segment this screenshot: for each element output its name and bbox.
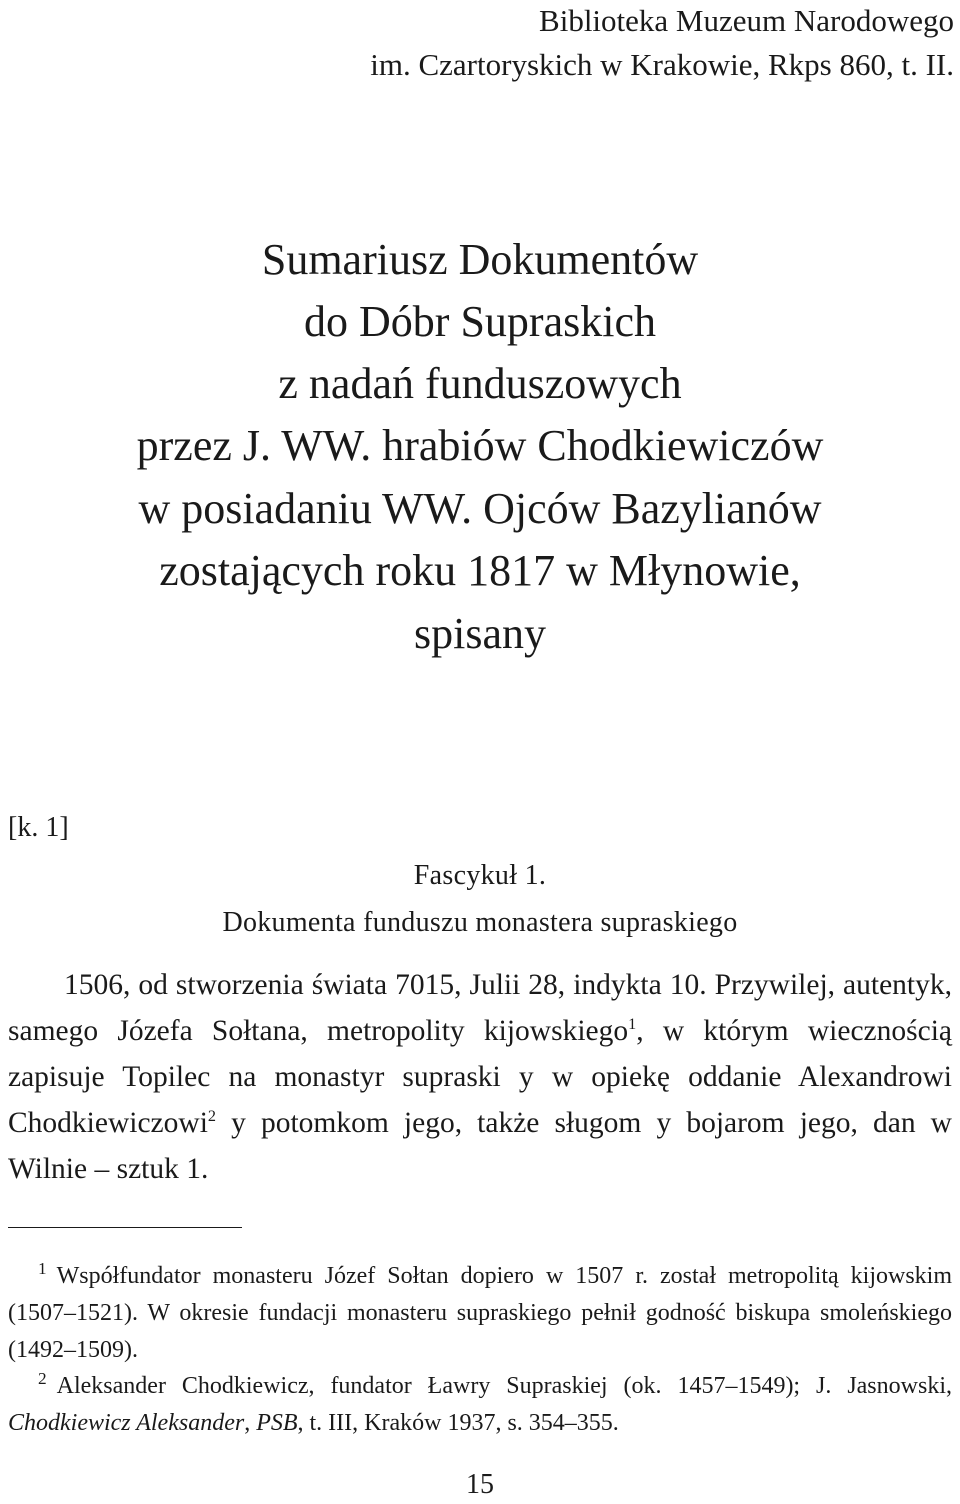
title-line-5: w posiadaniu WW. Ojców Bazylianów xyxy=(138,484,822,533)
footnote-ref-2: 2 xyxy=(207,1107,217,1126)
folio-marker: [k. 1] xyxy=(8,812,69,843)
page-number: 15 xyxy=(466,1469,494,1500)
library-header-line-2: im. Czartoryskich w Krakowie, Rkps 860, t. II. xyxy=(370,47,954,82)
fascicle-number: Fascykuł 1. xyxy=(413,860,547,891)
footnote-2-italic-source: PSB xyxy=(256,1410,298,1436)
title-line-2: do Dóbr Supraskich xyxy=(304,297,656,346)
footnote-2-text-before: Aleksander Chodkiewicz, fundator Ławry Supraskiej (ok. 1457–1549); J. Jasnowski, xyxy=(56,1373,952,1399)
footnote-1-text: Współfundator monasteru Józef Sołtan dopiero w 1507 r. został metropolitą kijowskim (1507–1521). W okresie fundacji monasteru supraskiego pełnił godność biskupa smoleńskiego (1492–1509). xyxy=(8,1263,952,1363)
entry-text-part-1: 1506, od stworzenia świata 7015, Julii 28, indykta 10. Przywilej, autentyk, samego Józefa Sołtana, metropolity kijowskiego xyxy=(8,969,952,1047)
document-entry-paragraph xyxy=(8,962,952,1192)
title-line-4: przez J. WW. hrabiów Chodkiewiczów xyxy=(136,421,824,470)
title-line-6: zostających roku 1817 w Młynowie, xyxy=(159,546,801,595)
footnote-1-number: 1 xyxy=(38,1259,47,1278)
footnote-2 xyxy=(8,1368,952,1442)
footnote-2-italic-title: Chodkiewicz Aleksander xyxy=(8,1410,245,1436)
footnote-2-number: 2 xyxy=(38,1369,47,1388)
footnote-ref-1: 1 xyxy=(628,1015,637,1034)
library-header-line-1: Biblioteka Muzeum Narodowego xyxy=(539,3,954,38)
title-line-1: Sumariusz Dokumentów xyxy=(261,235,699,284)
title-line-3: z nadań funduszowych xyxy=(278,359,682,408)
title-line-7: spisany xyxy=(414,609,546,658)
entry-text-part-3: y potomkom jego, także sługom y bojarom jego, dan w Wilnie – sztuk 1. xyxy=(8,1107,952,1185)
footnote-1 xyxy=(8,1258,952,1369)
footnote-separator-rule xyxy=(8,1227,242,1228)
fascicle-subtitle: Dokumenta funduszu monastera supraskiego xyxy=(222,907,738,938)
footnote-2-separator: , xyxy=(244,1410,257,1436)
footnote-2-text-after: , t. III, Kraków 1937, s. 354–355. xyxy=(297,1410,619,1436)
entry-text-part-2: , w którym wiecznością zapisuje Topilec na monastyr supraski y w opiekę oddanie Alexandrowi Chodkiewiczowi xyxy=(8,1015,953,1139)
